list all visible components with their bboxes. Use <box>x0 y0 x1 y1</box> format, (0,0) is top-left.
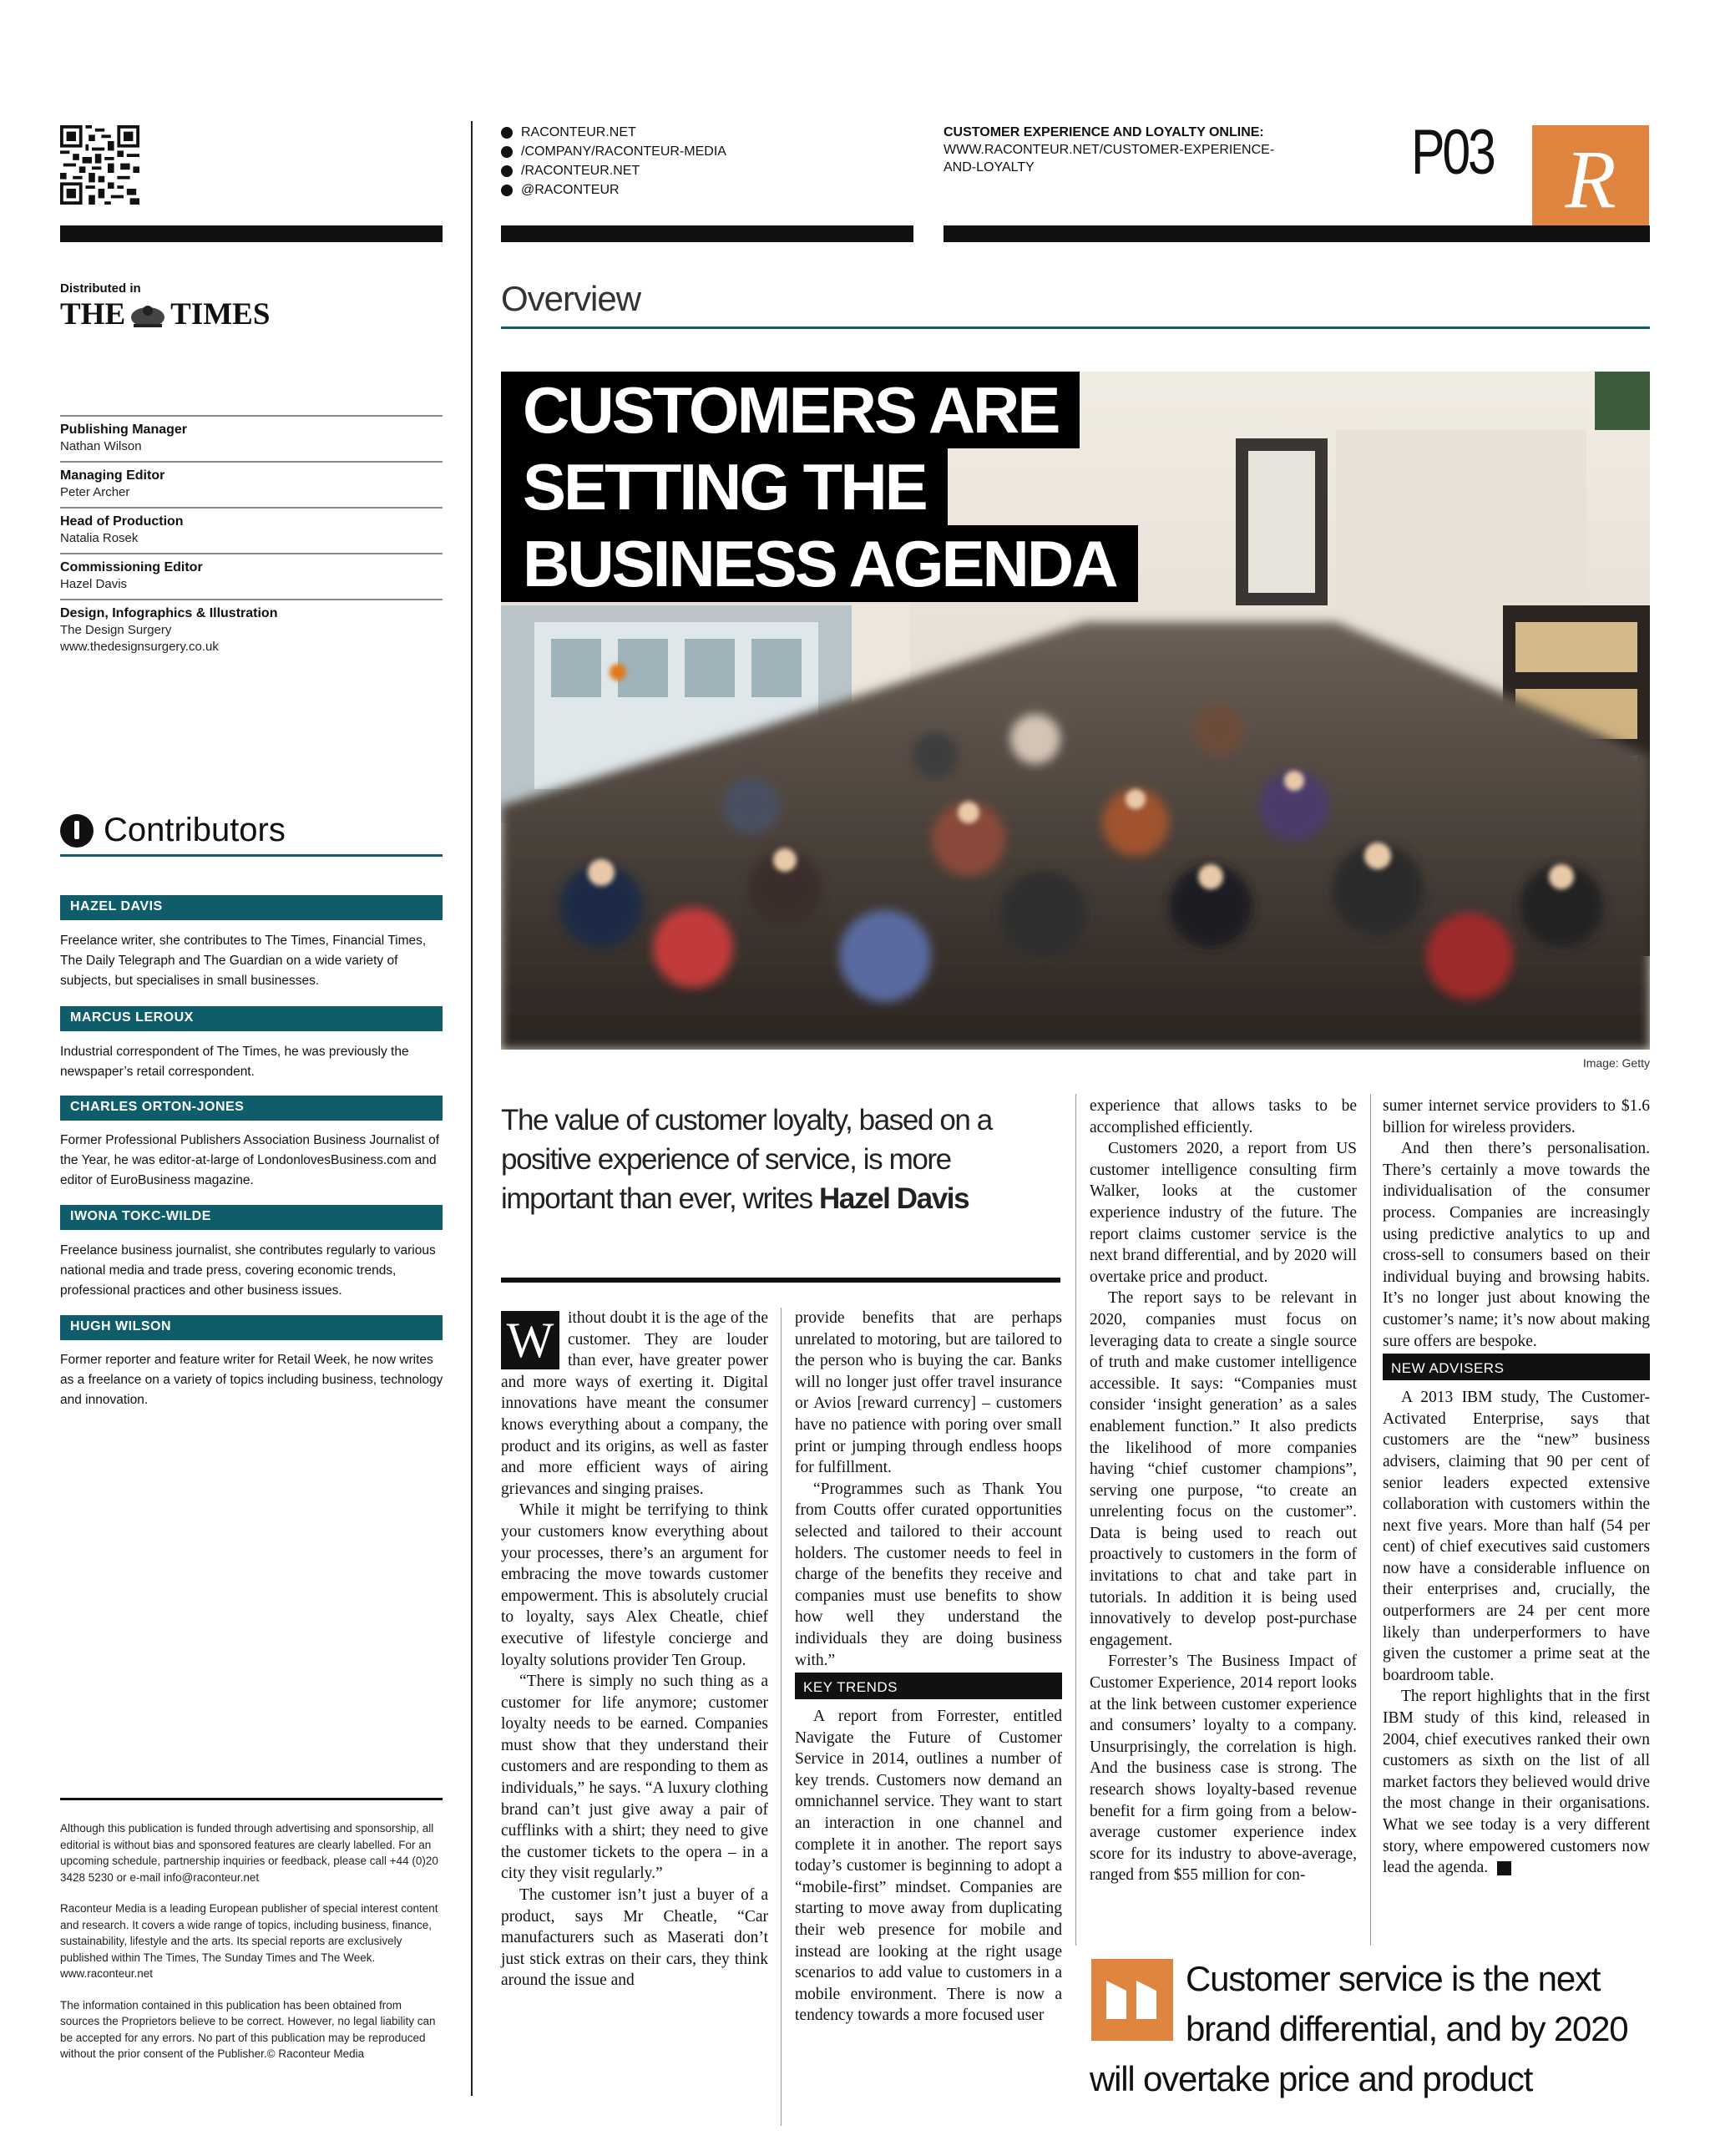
end-mark-icon <box>1497 1861 1511 1875</box>
twitter-icon <box>501 185 513 196</box>
author-name: Hazel Davis <box>819 1182 969 1215</box>
contributor-bio: Industrial correspondent of The Times, he was previously the newspaper’s retail correspondent. <box>60 1045 409 1079</box>
contributor-name-bar: MARCUS LEROUX <box>60 1006 443 1031</box>
crest-icon <box>129 301 167 326</box>
staff-managing-editor <box>60 461 443 501</box>
body-column-4 <box>1383 1096 1650 1879</box>
contributor-bio: Freelance business journalist, she contributes regularly to various national media and trade press, covering economic trends, professional practices and other business issues. <box>60 1243 436 1298</box>
pull-quote-line-1: Customer service is the next <box>1186 1959 1601 1998</box>
contributor-bio: Former Professional Publishers Association Business Journalist of the Year, he was editor-at-large of LondonlovesBusiness.com and editor of EuroBusiness magazine. <box>60 1133 440 1187</box>
column-rule <box>1370 1094 1371 1946</box>
social-links <box>501 123 852 200</box>
staff-role: Publishing Manager <box>60 423 188 437</box>
standfirst: The value of customer loyalty, based on a positive experience of service, is more important than ever, writes Hazel Davis <box>501 1104 992 1215</box>
subhead-new-advisers: NEW ADVISERS <box>1383 1354 1650 1380</box>
paragraph: “There is simply no such thing as a customer for life anymore; customer loyalty needs to be earned. Companies must show that they understand their customers and are responding to them as individuals,” he says. “A luxury clothing brand can’t just give away a pair of cufflinks with a shirt; they need to give the customer tickets to the opera – in a city they visit regularly.” <box>501 1673 768 1883</box>
paragraph: The customer isn’t just a buyer of a product, says Mr Cheatle, “Car manufacturers such as Maserati don’t just stick extras on their cars, they think around the issue and <box>501 1886 768 1990</box>
staff-name: Peter Archer <box>60 485 130 499</box>
body-column-1 <box>501 1308 768 1992</box>
distributed-label: Distributed in <box>60 281 141 296</box>
contributor-name-bar: CHARLES ORTON-JONES <box>60 1096 443 1121</box>
headline-line-1: CUSTOMERS ARE <box>501 372 1080 448</box>
body-column-2 <box>795 1308 1062 2027</box>
contributors-heading <box>60 807 443 857</box>
paragraph: The report highlights that in the first IBM study of this kind, released in 2004, chief executives ranked their own customers as sixth on the list of all market factors they believed would drive the most change in their organisations. What we see today is a very different story, where empowered customers now lead the agenda. <box>1383 1688 1651 1877</box>
staff-name: Nathan Wilson <box>60 439 142 453</box>
online-url: WWW.RACONTEUR.NET/CUSTOMER-EXPERIENCE- <box>944 143 1275 157</box>
paragraph: While it might be terrifying to think your customers know everything about your processes, there’s an argument for embracing the move towards customer empowerment. This is absolutely crucial to loyalty, says Alex Cheatle, chief executive of lifestyle concierge and loyalty solutions provider Ten Group. <box>501 1501 768 1669</box>
raconteur-logo[interactable] <box>1532 125 1649 242</box>
globe-icon <box>501 127 513 139</box>
online-title: CUSTOMER EXPERIENCE AND LOYALTY ONLINE: <box>944 125 1264 139</box>
staff-role: Design, Infographics & Illustration <box>60 606 278 620</box>
page-number: P03 <box>1411 117 1494 188</box>
staff-name: The Design Surgery <box>60 623 172 637</box>
body-column-3 <box>1090 1096 1357 1886</box>
linkedin-icon <box>501 146 513 158</box>
subhead-key-trends: KEY TRENDS <box>795 1673 1062 1699</box>
paragraph: provide benefits that are perhaps unrelated to motoring, but are tailored to the person who is buying the car. Banks will no longer just offer travel insurance or Avios [reward currency] – customers have no patience with poring over small print or jumping through endless hoops for fulfillment. <box>795 1309 1062 1477</box>
image-credit: Image: Getty <box>1582 1056 1650 1070</box>
online-link[interactable] <box>944 124 1311 176</box>
paragraph: A report from Forrester, entitled Navigate the Future of Customer Service in 2014, outlines a number of key trends. Customers now demand an omnichannel service. They want to start an interaction in one channel and complete it in another. The report says today’s customer is beginning to adopt a “mobile-first” mindset. Companies are starting to move away from duplicating their web presence for mobile and instead are looking at the right usage scenarios to add value to customers in a mobile environment. There is now a tendency towards a more focused user <box>795 1708 1062 2025</box>
social-twitter[interactable]: @RACONTEUR <box>501 180 852 200</box>
staff-publishing-manager <box>60 415 443 455</box>
facebook-icon <box>501 165 513 177</box>
paragraph: “Programmes such as Thank You from Coutts offer curated opportunities selected and tailored to their account holders. The customer needs to feel in charge of the benefits they receive and companies must use benefits to show how well they understand the individuals they are doing business with.” <box>795 1480 1062 1669</box>
headline-line-3: BUSINESS AGENDA <box>501 525 1138 602</box>
the-times-masthead: THE TIMES <box>60 296 271 331</box>
sidebar-divider <box>471 121 473 2096</box>
paragraph: Forrester’s The Business Impact of Customer Experience, 2014 report looks at the link between customer experience and consumers’ loyalty to a company. Unsurprisingly, the correlation is high. And the business case is strong. The research shows loyalty-based revenue benefit for a firm going from a below-average customer experience index score for its industry to above-average, ranged from $55 million for con- <box>1090 1652 1357 1885</box>
header-rule-mid <box>501 225 913 242</box>
footer-disclaimer <box>60 1820 444 2062</box>
drop-cap: W <box>501 1311 559 1369</box>
staff-website[interactable]: www.thedesignsurgery.co.uk <box>60 640 219 654</box>
pull-quote <box>1090 1954 1657 2138</box>
header-rule-left <box>60 225 443 242</box>
paragraph: A 2013 IBM study, The Customer-Activated Enterprise, says that customers are the “new” business advisers, claiming that 90 per cent of senior leaders expected extensive collaboration with customers within the next five years. More than half (54 per cent) of chief executives said customers now have a considerable influence on their enterprises and, crucially, the outperformers are 24 per cent more likely than underperformers to have given the customer a prime seat at the boardroom table. <box>1383 1389 1650 1684</box>
quote-icon <box>1091 1959 1173 2041</box>
staff-role: Head of Production <box>60 514 184 529</box>
contributor-name-bar: IWONA TOKC-WILDE <box>60 1205 443 1230</box>
social-facebook[interactable]: /RACONTEUR.NET <box>501 161 852 180</box>
contributors-title: Contributors <box>104 812 286 848</box>
header-rule-right <box>944 225 1650 242</box>
section-title: Overview <box>501 279 641 318</box>
contributor-bio: Former reporter and feature writer for Retail Week, he now writes as a freelance on a variety of topics including business, technology and innovation. <box>60 1353 443 1407</box>
pull-quote-line-3: will overtake price and product <box>1090 2059 1533 2098</box>
social-website[interactable]: RACONTEUR.NET <box>501 123 852 142</box>
contributor-bio: Freelance writer, she contributes to The Times, Financial Times, The Daily Telegraph and The Guardian on a wide variety of subjects, but specialises in small businesses. <box>60 934 427 988</box>
staff-commissioning-editor <box>60 553 443 593</box>
staff-role: Commissioning Editor <box>60 560 203 574</box>
disclaimer-funding: Although this publication is funded through advertising and sponsorship, all editorial is without bias and sponsored features are clearly labelled. For an upcoming schedule, partnership inquiries or feedback, please call +44 (0)20 3428 5230 or e-mail info@raconteur.net <box>60 1822 438 1884</box>
staff-design <box>60 599 443 655</box>
staff-role: Managing Editor <box>60 468 165 483</box>
paragraph: sumer internet service providers to $1.6 billion for wireless providers. <box>1383 1097 1650 1136</box>
social-linkedin[interactable]: /COMPANY/RACONTEUR-MEDIA <box>501 142 852 161</box>
logo-letter: R <box>1565 133 1616 225</box>
contributor-name-bar: HUGH WILSON <box>60 1315 443 1340</box>
footer-rule <box>60 1798 443 1800</box>
contributor-name-bar: HAZEL DAVIS <box>60 895 443 920</box>
online-url-cont: AND-LOYALTY <box>944 160 1035 175</box>
staff-name: Natalia Rosek <box>60 531 139 545</box>
standfirst-rule <box>501 1278 1060 1283</box>
staff-name: Hazel Davis <box>60 577 128 591</box>
paragraph: experience that allows tasks to be accomplished efficiently. <box>1090 1097 1357 1136</box>
paragraph: And then there’s personalisation. There’s certainly a move towards the individualisation of the consumer process. Companies are increasingly using predictive analytics to up and cross-sell to consumers based on their individual buying and browsing habits. It’s no longer just about knowing the customer’s name; it’s now about making sure offers are bespoke. <box>1383 1140 1650 1350</box>
column-rule <box>1075 1094 1076 1946</box>
disclaimer-publisher: Raconteur Media is a leading European publisher of special interest content and research. It covers a wide range of topics, including business, finance, sustainability, lifestyle and the arts. Its special reports are exclusively published within The Times, The Sunday Times and The Week. www.raconteur.net <box>60 1902 438 1980</box>
disclaimer-legal: The information contained in this publication has been obtained from sources the Proprietors believe to be correct. However, no legal liability can be accepted for any errors. No part of this publication may be reproduced without the prior consent of the Publisher.© Raconteur Media <box>60 1998 436 2060</box>
staff-head-of-production <box>60 507 443 547</box>
paragraph: ithout doubt it is the age of the customer. They are louder than ever, have greater power and more ways of exerting it. Digital innovations have meant the consumer knows everything about a company, the product and its origins, as well as faster and more efficient ways of airing grievances and singing praises. <box>501 1309 768 1498</box>
paragraph: The report says to be relevant in 2020, companies must focus on leveraging data to create a single source of truth and make customer intelligence accessible. It says: “Companies must consider ‘insight generation’ as a sales enablement function.” It also predicts the likelihood of more companies having “chief customer champions”, serving one purpose, “to create an unrelenting focus on the customer”. Data is being used to reach out proactively to customers in the form of invitations to chat and take part in tutorials. In addition it is being used innovatively to develop post-purchase engagement. <box>1090 1289 1357 1649</box>
qr-code[interactable] <box>60 125 139 205</box>
paragraph: Customers 2020, a report from US customer intelligence consulting firm Walker, looks at the customer experience industry of the future. The report claims customer service is the next brand differential, and by 2020 will overtake price and product. <box>1090 1140 1357 1286</box>
column-rule <box>781 1308 782 2126</box>
headline-line-2: SETTING THE <box>501 448 948 525</box>
section-rule <box>501 326 1650 329</box>
pen-icon <box>60 814 94 848</box>
pull-quote-line-2: brand differential, and by 2020 <box>1186 2009 1628 2048</box>
